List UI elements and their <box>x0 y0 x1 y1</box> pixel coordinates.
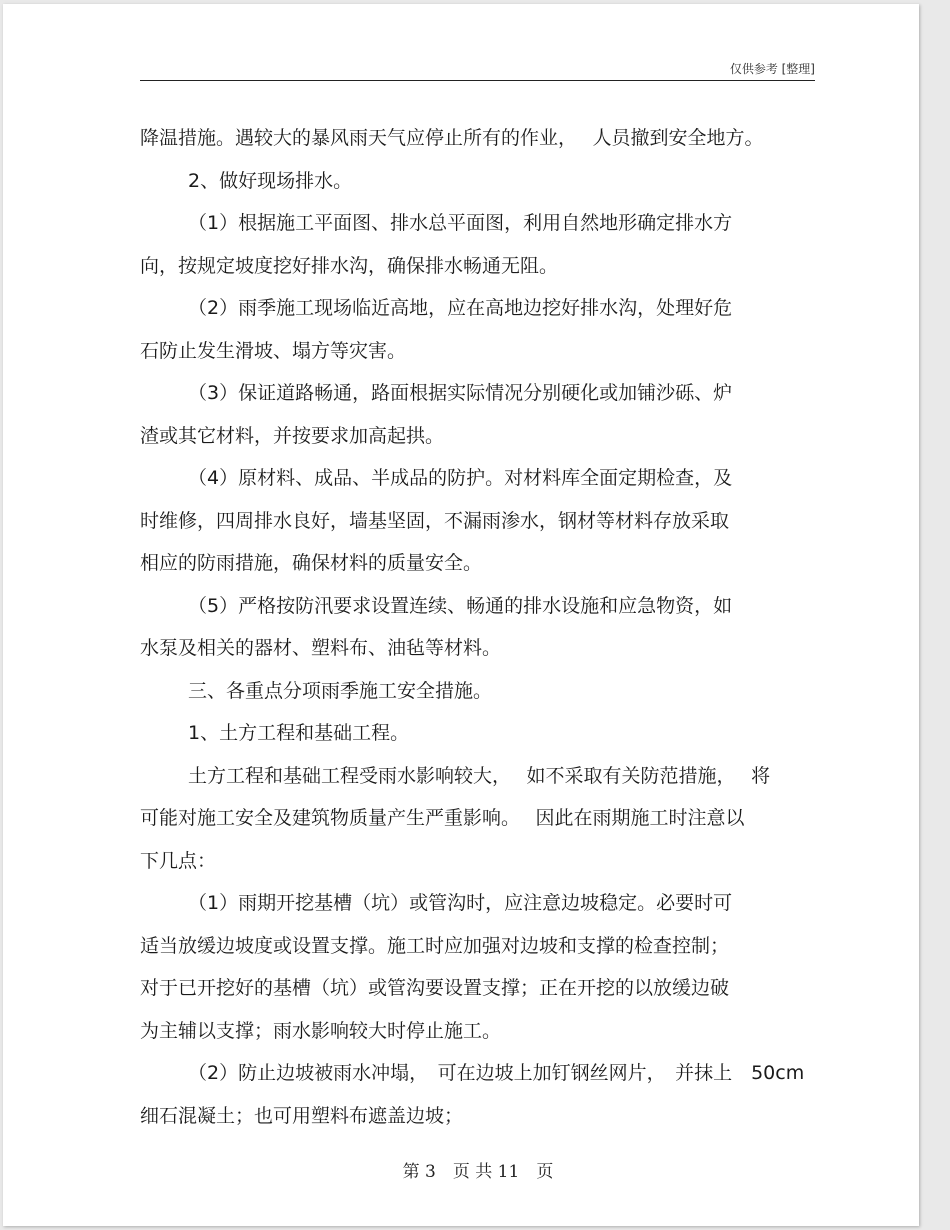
text-line: 降温措施。遇较大的暴风雨天气应停止所有的作业， 人员撤到安全地方。 <box>140 127 764 149</box>
page-number-footer: 第 3 页 共 11 页 <box>402 1162 554 1182</box>
text-line: 下几点： <box>140 849 217 872</box>
subsection-heading: 1、土方工程和基础工程。 <box>188 722 410 744</box>
text-line: （1）雨期开挖基槽（坑）或管沟时，应注意边坡稳定。必要时可 <box>188 892 733 914</box>
text-line: （2）雨季施工现场临近高地，应在高地边挖好排水沟，处理好危 <box>188 297 733 319</box>
text-line: 石防止发生滑坡、塌方等灾害。 <box>140 339 407 362</box>
text-line: （3）保证道路畅通，路面根据实际情况分别硬化或加铺沙砾、炉 <box>188 382 733 404</box>
text-line: 土方工程和基础工程受雨水影响较大， 如不采取有关防范措施， 将 <box>188 764 771 787</box>
text-line: 适当放缓边坡度或设置支撑。施工时应加强对边坡和支撑的检查控制； <box>140 934 730 957</box>
text-line: 水泵及相关的器材、塑料布、油毡等材料。 <box>140 637 502 659</box>
text-line: 2、做好现场排水。 <box>188 169 353 192</box>
text-line: 对于已开挖好的基槽（坑）或管沟要设置支撑；正在开挖的以放缓边破 <box>140 977 730 999</box>
text-line: 可能对施工安全及建筑物质量产生严重影响。 因此在雨期施工时注意以 <box>140 807 745 829</box>
text-line: 时维修，四周排水良好，墙基坚固，不漏雨渗水，钢材等材料存放采取 <box>140 509 730 532</box>
text-line: （5）严格按防汛要求设置连续、畅通的排水设施和应急物资，如 <box>188 594 733 617</box>
text-line: （1）根据施工平面图、排水总平面图，利用自然地形确定排水方 <box>188 212 733 234</box>
document-page <box>3 4 919 1226</box>
text-line: 渣或其它材料，并按要求加高起拱。 <box>140 424 445 447</box>
text-line: 相应的防雨措施，确保材料的质量安全。 <box>140 552 483 574</box>
text-line: 向，按规定坡度挖好排水沟，确保排水畅通无阻。 <box>140 254 559 277</box>
section-heading: 三、各重点分项雨季施工安全措施。 <box>188 679 493 702</box>
page-header: 仅供参考 [整理] <box>729 62 815 76</box>
text-line: （4）原材料、成品、半成品的防护。对材料库全面定期检查，及 <box>188 467 733 489</box>
text-line: 细石混凝土；也可用塑料布遮盖边坡； <box>140 1104 464 1127</box>
body-text <box>140 117 830 1137</box>
text-line: 为主辅以支撑；雨水影响较大时停止施工。 <box>140 1019 502 1042</box>
header-rule <box>140 80 815 81</box>
text-line: （2）防止边坡被雨水冲塌， 可在边坡上加钉钢丝网片， 并抹上 50cm <box>188 1062 805 1084</box>
